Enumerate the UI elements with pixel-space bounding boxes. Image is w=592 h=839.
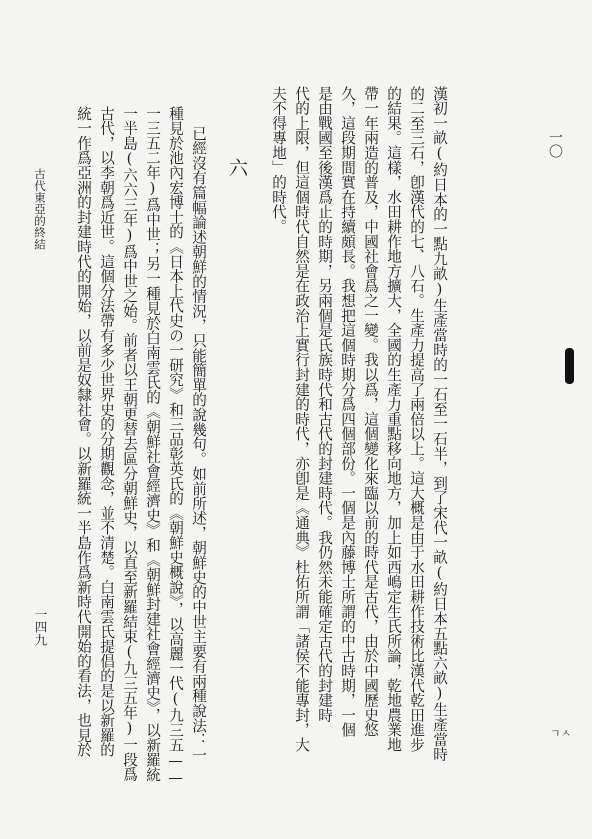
- page-number: 一四九: [33, 608, 48, 647]
- footer-title: 古代東亞的終結: [33, 168, 47, 250]
- body-line: 一半島(六六三年)爲中世之始。前者以王朝更替去區分朝鮮史，以直至新羅結束(九三五年)一段爲: [121, 106, 138, 782]
- running-head: 一〇: [547, 130, 563, 159]
- body-line: 古代，以李朝爲近世。這個分法帶有多少世界史的分期觀念，並不清楚。白南雲氏提倡的是以新羅的: [98, 106, 115, 758]
- binding-mark: [565, 348, 574, 384]
- body-line: 已經沒有篇幅論述朝鮮的情況，只能簡單的說幾句。如前所述，朝鮮史的中世主要有兩種說法：一: [190, 126, 207, 763]
- body-line: 漢初一畝(約日本的一點九畝)生產當時的一石至一石半，到了宋代一畝(約日本五點六畝)生產當時: [431, 86, 448, 762]
- body-line: 的二至三石，卽漢代的七、八石。生產力提高了兩倍以上。這大概是由于水田耕作技術比漢代乾田進步: [408, 86, 425, 752]
- body-line: 的結果。這樣，水田耕作地方擴大，全國的生產力重點移向地方，加上如西嶋定生氏所論，乾地農業地: [385, 86, 402, 752]
- body-line: 是由戰國至後漢爲止的時期，另兩個是氏族時代和古代的封建時代。我仍然未能確定古代的封建時: [316, 86, 333, 723]
- body-line: 種見於池內宏博士的《日本上代史の一研究》和三品彰英氏的《朝鮮史概說》，以高麗一代(九三五——: [167, 106, 184, 787]
- body-line: 統一作爲亞洲的封建時代的開始，以前是奴隸社會。以新羅統一半島作爲新時代開始的看法，也見於: [75, 106, 92, 758]
- margin-note: ㄱㅅ: [550, 727, 572, 740]
- body-line: 代的上限，但這個時代自然是在政治上實行封建的時代，亦卽是《通典》杜佑所謂「諸侯不能專封，大: [293, 86, 310, 752]
- body-line: 夫不得專地」的時代。: [270, 86, 287, 234]
- body-line: 帶一年兩造的普及，中國社會爲之一變。我以爲，這個變化來臨以前的時代是古代，由於中國歷史悠: [362, 86, 379, 738]
- body-line: 久，這段期間實在持續頗長。我想把這個時期分爲四個部份。一個是內藤博士所謂的中古時期，一個: [339, 86, 356, 738]
- section-heading: 六: [226, 158, 248, 178]
- body-line: 一三五二年)爲中世；另一種見於白南雲氏的《朝鮮社會經濟史》和《朝鮮封建社會經濟史》，以新羅統: [144, 106, 161, 782]
